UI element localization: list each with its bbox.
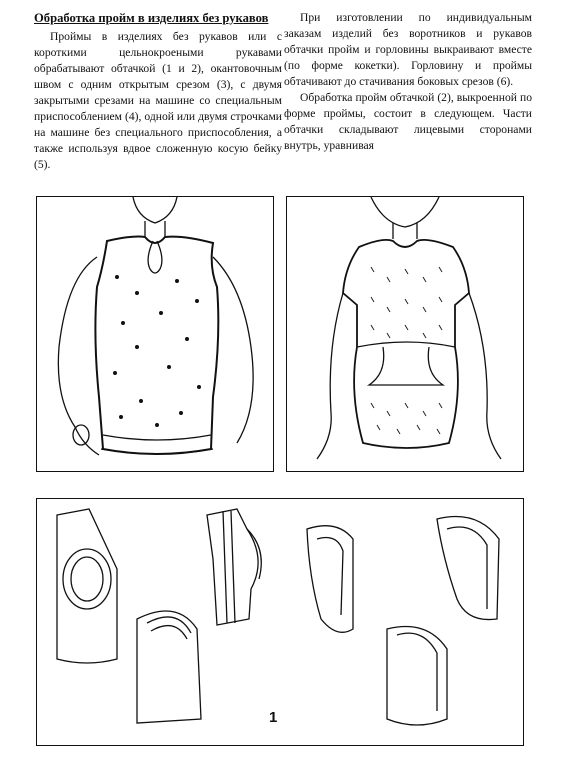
illustration-sleeveless-blouse [36, 196, 274, 472]
section-heading: Обработка пройм в изделиях без рукавов [34, 11, 269, 25]
illustration-yoke-blouse [286, 196, 524, 472]
left-text-column [34, 10, 282, 173]
left-paragraph: Проймы в изделиях без рукавов или с короткими цельнокроеными рукавами обрабатывают обтачкой (1 и 2), окантовочным швом с одним открытым срезом (3), с двумя закрытыми срезами на машине со специальным приспособлением (4), одной или двумя строчками на машине без специального приспособления, а также используя вдвое сложенную косую бейку (5). [34, 30, 282, 171]
right-paragraph-2: Обработка пройм обтачкой (2), выкроенной по форме проймы, состоит в следующем. Части обтачки складывают лицевыми сторонами внутрь, уравнивая [284, 91, 532, 152]
facing-steps-drawing [37, 499, 525, 747]
right-text-column [284, 10, 532, 154]
right-paragraph-1: При изготовлении по индивидуальным заказам изделий без воротников и рукавов обтачки пройм и горловины выкраивают вместе (по форме кокетки). Горловину и проймы обтачивают до стачивания боковых срезов (6). [284, 11, 532, 88]
yoke-blouse-drawing [287, 197, 525, 473]
figure-number: 1 [269, 709, 278, 726]
illustration-armhole-facings [36, 498, 524, 746]
blouse-drawing [37, 197, 275, 473]
